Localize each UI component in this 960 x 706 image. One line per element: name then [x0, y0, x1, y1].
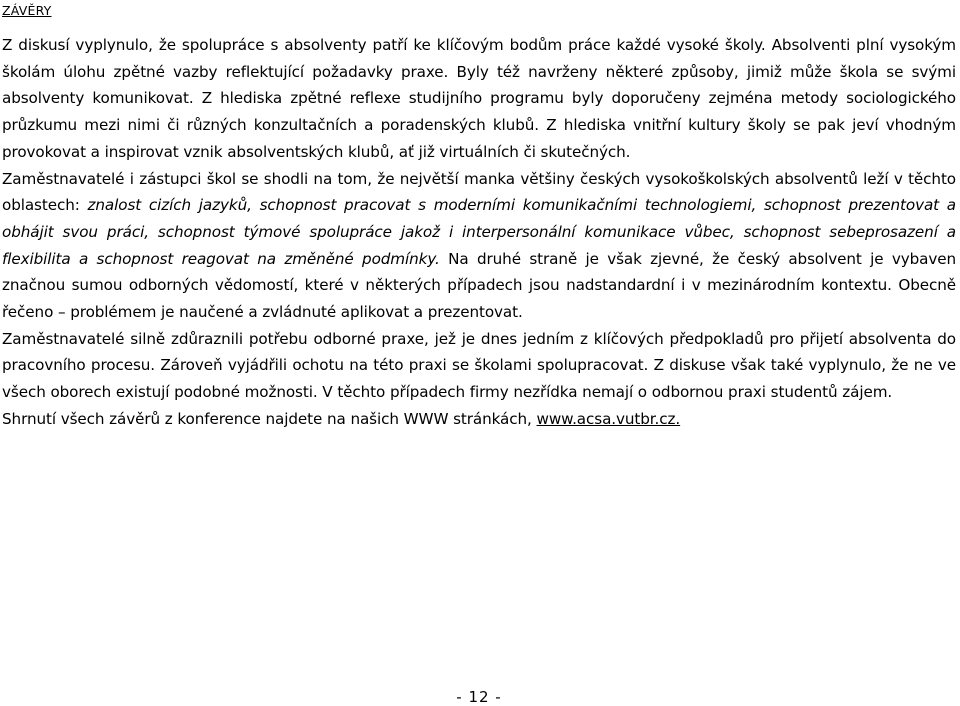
- paragraph-absolventi-text: Z diskusí vyplynulo, že spolupráce s absolventy patří ke klíčovým bodům práce každé vysoké školy. Absolventi plní vysokým školám úlohu zpětné vazby reflektující požadavky praxe. Byly též navrženy některé způsoby, jimiž může škola se svými absolventy komunikovat. Z hlediska zpětné reflexe studijního programu byly doporučeny zejména metody sociologického průzkumu mezi nimi či různých konzultačních a poradenských klubů. Z hlediska vnitřní kultury školy se pak jeví vhodným provokovat a inspirovat vznik absolventských klubů, ať již virtuálních či skutečných.: [2, 36, 956, 161]
- paragraph-praxe: [2, 326, 956, 406]
- paragraph-praxe-text: Zaměstnavatelé silně zdůraznili potřebu odborné praxe, jež je dnes jedním z klíčových předpokladů pro přijetí absolventa do pracovního procesu. Zároveň vyjádřili ochotu na této praxi se školami spolupracovat. Z diskuse však také vyplynulo, že ne ve všech oborech existují podobné možnosti. V těchto případech firmy nezřídka nemají o odbornou praxi studentů zájem.: [2, 329, 956, 402]
- paragraph-zamestnavatele-intro: Zaměstnavatelé i zástupci škol se shodli na tom, že největší manka většiny českých vysokoškolských absolventů leží v těchto oblastech:: [2, 169, 956, 215]
- section-heading: ZÁVĚRY: [2, 3, 52, 18]
- document-page: [2, 0, 956, 706]
- paragraph-absolventi: [2, 32, 956, 166]
- page-number: - 12 -: [456, 688, 502, 706]
- paragraph-shrnuti-text: Shrnutí všech závěrů z konference najdete na našich WWW stránkách,: [2, 409, 537, 428]
- paragraph-zamestnavatele: [2, 166, 956, 326]
- body-text: [2, 32, 956, 433]
- paragraph-zamestnavatele-italic: znalost cizích jazyků, schopnost pracovat s moderními komunikačními technologiemi, schopnost prezentovat a obhájit svou práci, schopnost týmové spolupráce jakož i interpersonální komunikace vůbec, schopnost sebeprosazení a flexibilita a schopnost reagovat na změněné podmínky.: [2, 196, 956, 268]
- paragraph-zamestnavatele-rest: Na druhé straně je však zjevné, že český absolvent je vybaven značnou sumou odborných vědomostí, které v některých případech jsou nadstandardní i v mezinárodním kontextu. Obecně řečeno – problémem je naučené a zvládnuté aplikovat a prezentovat.: [2, 249, 956, 322]
- website-link[interactable]: www.acsa.vutbr.cz.: [536, 409, 681, 428]
- paragraph-shrnuti: [2, 406, 956, 433]
